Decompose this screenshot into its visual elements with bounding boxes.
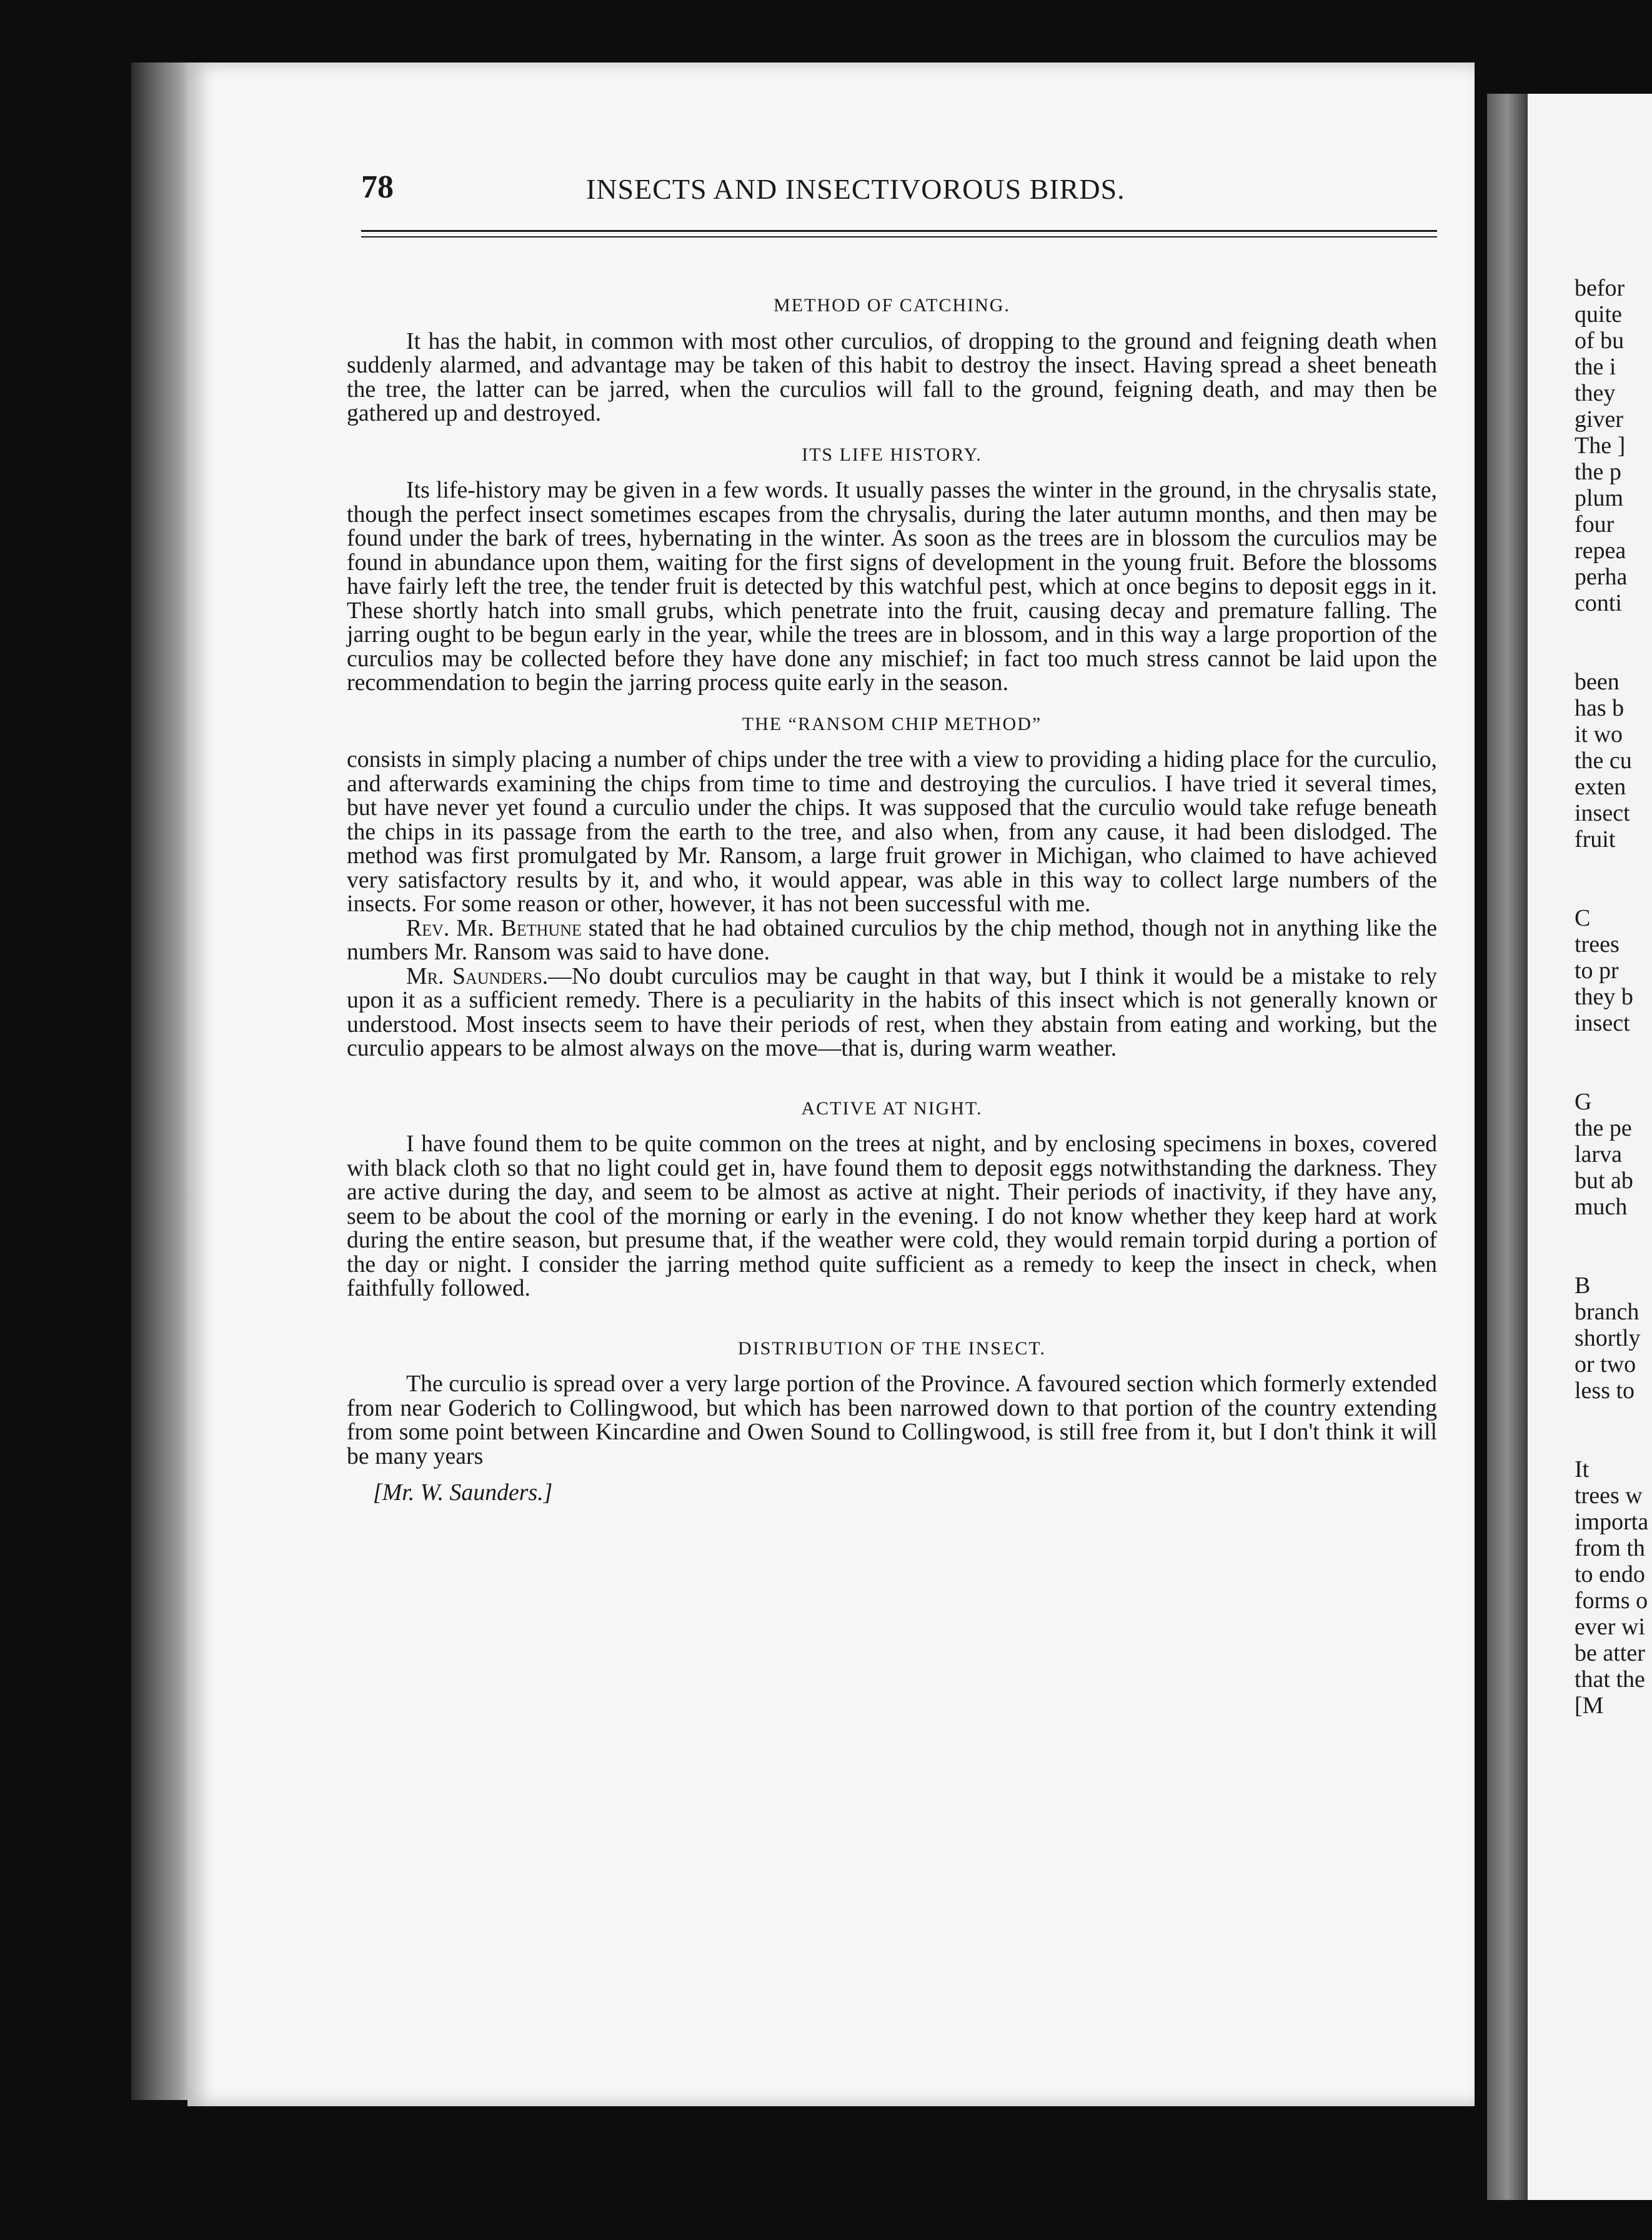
bethune-remark: stated that he had obtained curculios by the chip method, though not in anything like the numbers Mr. Ransom was said to have done. (347, 914, 1437, 965)
next-page-fragment: to endo (1575, 1561, 1645, 1588)
next-page-fragment: has b (1575, 695, 1625, 721)
next-page-gap (1575, 1036, 1648, 1089)
next-page-fragment: the pe (1575, 1115, 1632, 1141)
next-page-fragment: B (1575, 1272, 1591, 1299)
next-page-gap (1575, 1220, 1648, 1272)
page-number: 78 (361, 169, 394, 205)
next-page-text (1575, 275, 1648, 1719)
page-gutter (1487, 94, 1528, 2200)
next-page-gap (1575, 616, 1648, 669)
speaker-bethune: Rev. Mr. Bethune (406, 914, 582, 941)
next-page-fragment: plum (1575, 485, 1624, 511)
header-rule-top (361, 230, 1437, 232)
next-page-fragment: [M (1575, 1692, 1604, 1719)
section-heading-night: ACTIVE AT NIGHT. (801, 1098, 983, 1119)
next-page-fragment: less to (1575, 1378, 1635, 1404)
paragraph-night: I have found them to be quite common on the trees at night, and by enclosing specimens in boxes, covered with black cloth so that no light could get in, have found them to deposit eggs notwithstanding the darkness. They are active during the day, and seem to be almost as active at night. Their periods of inactivity, if they have any, seem to be about the cool of the morning or early in the evening. I do not know whether they keep hard at work during the entire season, but presume that, if the weather were cold, they would remain torpid during a portion of the day or night. I consider the jarring method quite sufficient as a remedy to keep the insect in check, when faithfully followed. (347, 1131, 1437, 1301)
next-page-fragment: conti (1575, 590, 1622, 616)
next-page-fragment: the p (1575, 459, 1621, 485)
section-heading-ransom: THE “RANSOM CHIP METHOD” (742, 713, 1042, 734)
next-page-fragment: or two (1575, 1351, 1636, 1378)
section-heading-catching: METHOD OF CATCHING. (774, 295, 1010, 316)
next-page-fragment: been (1575, 669, 1620, 695)
next-page-fragment: the i (1575, 354, 1616, 380)
saunders-remark: .—No doubt curculios may be caught in that way, but I think it would be a mistake to rely upon it as a sufficient remedy. There is a peculiarity in the habits of this insect which is not generally known or understood. Most insects seem to have their periods of rest, when they abstain from eating and working, but the curculio appears to be almost always on the move—that is, during warm weather. (347, 962, 1437, 1061)
next-page-fragment: they (1575, 380, 1616, 406)
next-page-fragment: insect (1575, 1010, 1630, 1036)
page-header (361, 169, 1437, 219)
next-page-fragment: from th (1575, 1535, 1645, 1561)
next-page-edge (1528, 94, 1652, 2200)
next-page-fragment: The ] (1575, 432, 1626, 459)
next-page-fragment: they b (1575, 984, 1633, 1010)
header-rule-bottom (361, 236, 1437, 238)
paragraph-bethune (347, 916, 1437, 964)
next-page-fragment: but ab (1575, 1168, 1633, 1194)
page-body (347, 294, 1437, 1505)
next-page-fragment: exten (1575, 774, 1626, 800)
next-page-fragment: of bu (1575, 328, 1625, 354)
next-page-fragment: much (1575, 1194, 1628, 1220)
next-page-fragment: four (1575, 511, 1615, 538)
paragraph-distribution: The curculio is spread over a very large portion of the Province. A favoured section which formerly extended from near Goderich to Collingwood, but which has been narrowed down to that portion of the country extending from some point between Kincardine and Owen Sound to Collingwood, is still free from it, but I don't think it will be many years (347, 1371, 1437, 1469)
next-page-fragment: insect (1575, 800, 1630, 826)
paragraph-life-history: Its life-history may be given in a few words. It usually passes the winter in the ground, in the chrysalis state, though the perfect insect sometimes escapes from the chrysalis, during the later autumn months, and then may be found under the bark of trees, hybernating in the winter. As soon as the trees are in blossom the curculios may be found in abundance upon them, waiting for the first signs of development in the young fruit. Before the blossoms have fairly left the tree, the tender fruit is detected by this watchful pest, which at once begins to deposit eggs in it. These shortly hatch into small grubs, which penetrate into the fruit, causing decay and premature falling. The jarring ought to be begun early in the year, while the trees are in blossom, and in this way a large proportion of the curculios may be collected before they have done any mischief; in fact too much stress cannot be laid upon the recommendation to begin the jarring process quite early in the season. (347, 477, 1437, 696)
next-page-fragment: it wo (1575, 721, 1623, 748)
next-page-fragment: quite (1575, 301, 1622, 328)
next-page-gap (1575, 852, 1648, 905)
paragraph-catching: It has the habit, in common with most other curculios, of dropping to the ground and feigning death when suddenly alarmed, and advantage may be taken of this habit to destroy the insect. Having spread a sheet beneath the tree, the latter can be jarred, when the curculios will fall to the ground, feigning death, and may then be gathered up and destroyed. (347, 328, 1437, 426)
speaker-caption: [Mr. W. Saunders.] (373, 1479, 553, 1506)
next-page-fragment: branch (1575, 1299, 1640, 1325)
next-page-fragment: trees (1575, 931, 1620, 958)
next-page-fragment: the cu (1575, 748, 1632, 774)
paragraph-saunders (347, 964, 1437, 1061)
book-binding-edge (131, 62, 194, 2100)
next-page-fragment: that the (1575, 1666, 1645, 1692)
next-page-fragment: C (1575, 905, 1591, 931)
next-page-fragment: importa (1575, 1509, 1649, 1535)
next-page-fragment: G (1575, 1089, 1592, 1115)
next-page-fragment: repea (1575, 538, 1626, 564)
next-page-fragment: larva (1575, 1141, 1622, 1168)
speaker-saunders: Mr. Saunders (406, 962, 542, 989)
next-page-fragment: perha (1575, 564, 1628, 590)
next-page-fragment: to pr (1575, 958, 1619, 984)
next-page-fragment: be atter (1575, 1640, 1645, 1666)
section-heading-life-history: ITS LIFE HISTORY. (802, 444, 982, 465)
section-heading-distribution: DISTRIBUTION OF THE INSECT. (738, 1338, 1046, 1359)
running-title: INSECTS AND INSECTIVOROUS BIRDS. (586, 173, 1125, 205)
next-page-fragment: trees w (1575, 1482, 1643, 1509)
next-page-gap (1575, 1404, 1648, 1456)
next-page-fragment: shortly (1575, 1325, 1641, 1351)
next-page-fragment: forms o (1575, 1588, 1648, 1614)
next-page-fragment: befor (1575, 275, 1625, 301)
paragraph-ransom: consists in simply placing a number of chips under the tree with a view to providing a hiding place for the curculio, and afterwards examining the chips from time to time and destroying the curculios. I have tried it several times, but have never yet found a curculio under the chips. It was supposed that the curculio would take refuge beneath the chips in its passage from the earth to the tree, and also when, from any cause, it had been dislodged. The method was first promulgated by Mr. Ransom, a large fruit grower in Michigan, who claimed to have achieved very satisfactory results by it, and who, it would appear, was able in this way to collect large numbers of the insects. For some reason or other, however, it has not been successful with me. (347, 746, 1437, 917)
next-page-fragment: giver (1575, 406, 1624, 432)
next-page-fragment: It (1575, 1456, 1590, 1482)
next-page-fragment: fruit (1575, 826, 1616, 852)
next-page-fragment: ever wi (1575, 1614, 1645, 1640)
